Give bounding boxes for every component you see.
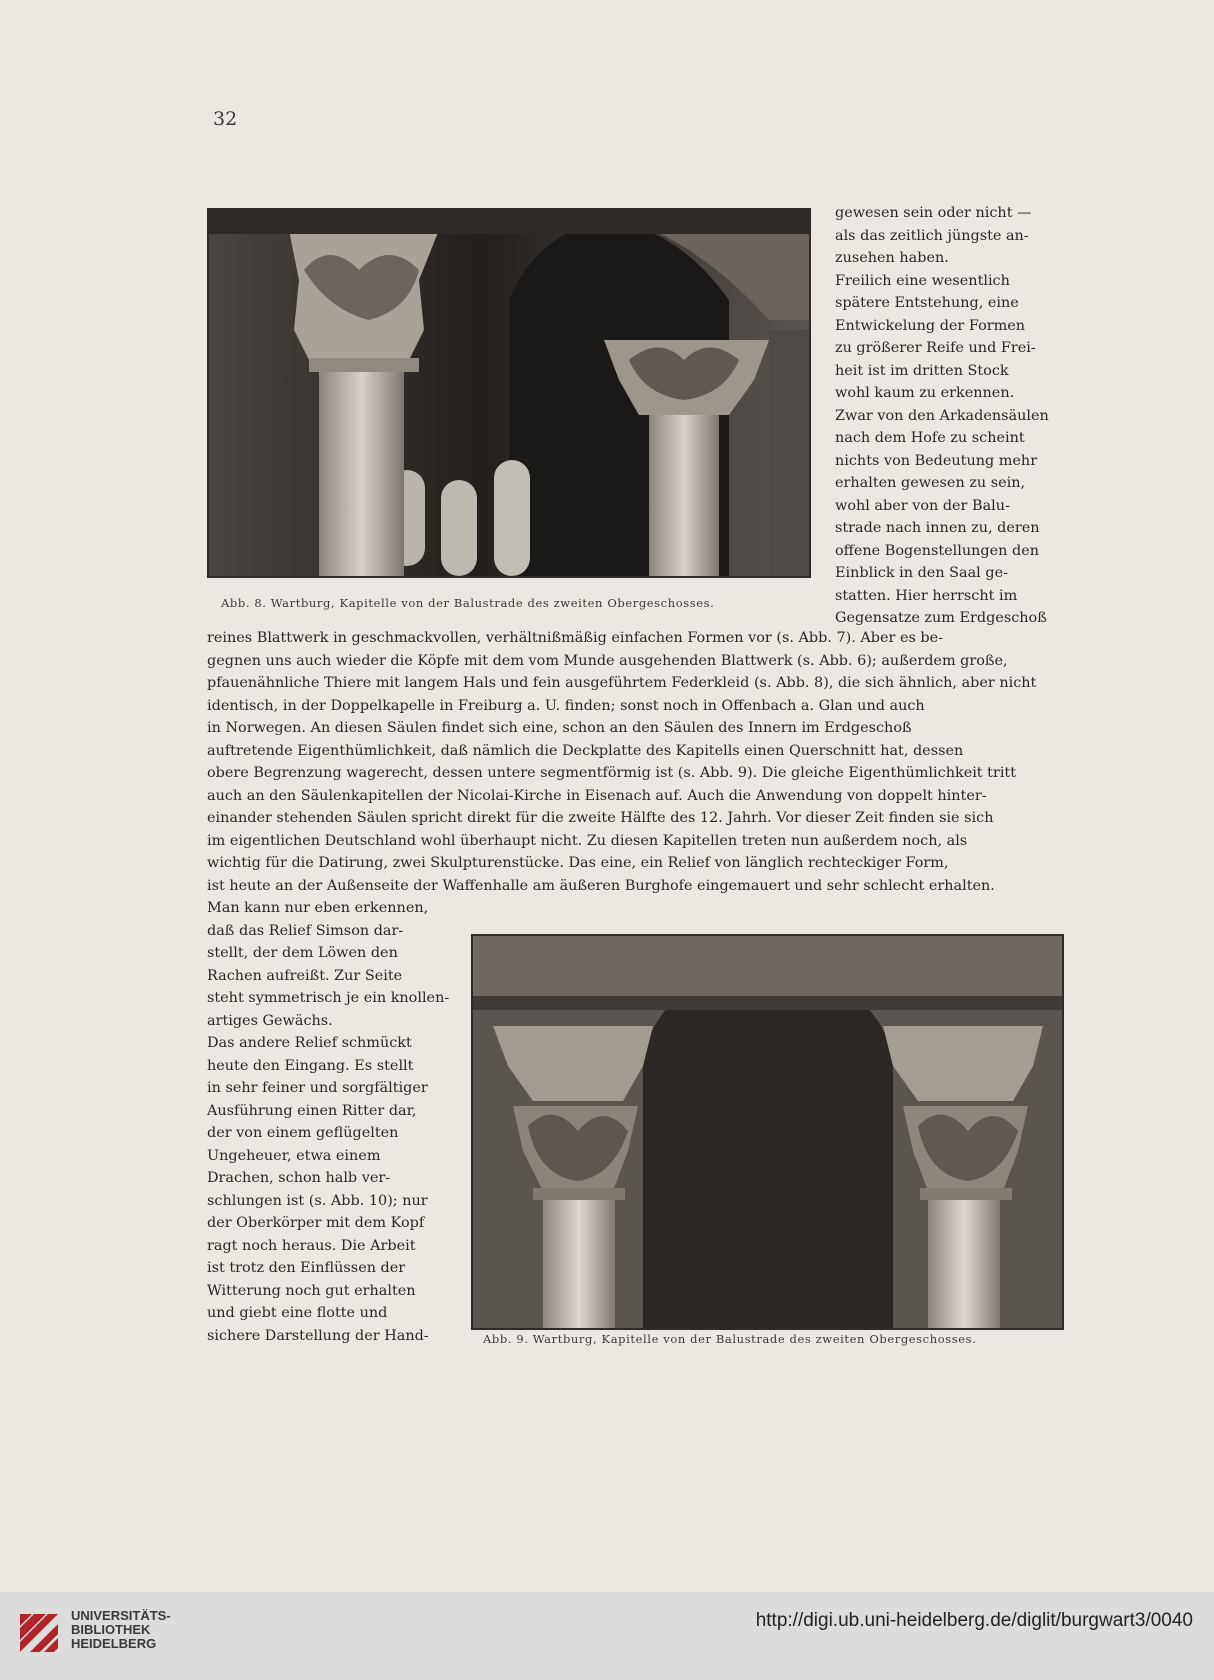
full-col-line: wichtig für die Datirung, zwei Skulpturenstücke. Das eine, ein Relief von länglich rechteckiger Form,: [207, 855, 949, 871]
library-logo-text: [71, 1609, 171, 1651]
right-col-line: nach dem Hofe zu scheint: [835, 430, 1025, 446]
right-col-line: Freilich eine wesentlich: [835, 272, 1010, 289]
full-col-line: ist heute an der Außenseite der Waffenhalle am äußeren Burghofe eingemauert und sehr schlecht erhalten.: [207, 877, 995, 894]
right-col-line: strade nach innen zu, deren: [835, 520, 1040, 536]
left-col-line: Rachen aufreißt. Zur Seite: [207, 967, 403, 984]
left-col-line: Ausführung einen Ritter dar,: [207, 1102, 417, 1119]
full-col-line: einander stehenden Säulen spricht direkt für die zweite Hälfte des 12. Jahrh. Vor dieser Zeit finden sie sich: [207, 810, 994, 826]
left-col-line: Drachen, schon halb ver-: [207, 1170, 391, 1186]
logo-line-3: HEIDELBERG: [71, 1636, 157, 1651]
figure-abb-8-caption: Abb. 8. Wartburg, Kapitelle von der Balustrade des zweiten Obergeschosses.: [221, 596, 715, 610]
right-col-line: zusehen haben.: [835, 250, 949, 266]
left-col-line: Man kann nur eben erkennen,: [207, 900, 429, 916]
right-col-line: zu größerer Reife und Frei-: [835, 340, 1036, 356]
left-col-line: daß das Relief Simson dar-: [207, 922, 404, 939]
left-col-line: heute den Eingang. Es stellt: [207, 1057, 414, 1074]
right-col-line: spätere Entstehung, eine: [835, 295, 1019, 311]
right-col-line: offene Bogenstellungen den: [835, 542, 1039, 559]
left-col-line: der von einem geflügelten: [207, 1125, 399, 1141]
right-col-line: Einblick in den Saal ge-: [835, 565, 1008, 581]
right-col-line: gewesen sein oder nicht —: [835, 205, 1032, 221]
logo-line-1: UNIVERSITÄTS-: [71, 1608, 171, 1623]
left-col-line: sichere Darstellung der Hand-: [207, 1327, 429, 1344]
capitals-photo-8: [209, 210, 809, 576]
figure-abb-8-photo: [207, 208, 811, 578]
left-col-line: schlungen ist (s. Abb. 10); nur: [207, 1192, 428, 1209]
left-col-line: der Oberkörper mit dem Kopf: [207, 1215, 425, 1231]
left-col-line: Das andere Relief schmückt: [207, 1035, 412, 1051]
right-col-line: wohl aber von der Balu-: [835, 497, 1010, 514]
left-col-line: in sehr feiner und sorgfältiger: [207, 1080, 428, 1096]
right-column-text: [835, 202, 1061, 630]
full-col-line: pfauenähnliche Thiere mit langem Hals und fein ausgeführtem Federkleid (s. Abb. 8), die sich ähnlich, aber nicht: [207, 675, 1037, 691]
left-col-line: steht symmetrisch je ein knollen-: [207, 990, 450, 1006]
right-col-line: nichts von Bedeutung mehr: [835, 452, 1038, 469]
full-width-text: [207, 627, 1061, 897]
full-col-line: identisch, in der Doppelkapelle in Freiburg a. U. finden; sonst noch in Offenbach a. Glan und auch: [207, 697, 925, 714]
right-col-line: Gegensatze zum Erdgeschoß: [835, 610, 1047, 626]
left-col-line: stellt, der dem Löwen den: [207, 945, 398, 961]
left-col-line: artiges Gewächs.: [207, 1012, 333, 1029]
right-col-line: heit ist im dritten Stock: [835, 362, 1009, 379]
full-col-line: reines Blattwerk in geschmackvollen, verhältnißmäßig einfachen Formen vor (s. Abb. 7). Aber es be-: [207, 630, 944, 646]
left-column-text: [207, 897, 457, 1347]
right-col-line: Zwar von den Arkadensäulen: [835, 407, 1049, 424]
right-col-line: erhalten gewesen zu sein,: [835, 475, 1026, 491]
capitals-photo-9: [473, 936, 1062, 1328]
left-col-line: Ungeheuer, etwa einem: [207, 1147, 381, 1164]
left-col-line: und giebt eine flotte und: [207, 1305, 388, 1321]
university-library-logo-icon: [14, 1608, 64, 1658]
permalink-url[interactable]: http://digi.ub.uni-heidelberg.de/diglit/burgwart3/0040: [755, 1610, 1193, 1631]
right-col-line: Entwickelung der Formen: [835, 317, 1026, 334]
right-col-line: statten. Hier herrscht im: [835, 587, 1018, 604]
full-col-line: auftretende Eigenthümlichkeit, daß nämlich die Deckplatte des Kapitells einen Querschnitt hat, dessen: [207, 742, 964, 759]
figure-abb-9-caption: Abb. 9. Wartburg, Kapitelle von der Balustrade des zweiten Obergeschosses.: [483, 1332, 977, 1346]
full-col-line: gegnen uns auch wieder die Köpfe mit dem vom Munde ausgehenden Blattwerk (s. Abb. 6); außerdem große,: [207, 652, 1008, 669]
page-number: 32: [213, 108, 238, 130]
library-footer-bar: [0, 1592, 1214, 1680]
right-col-line: wohl kaum zu erkennen.: [835, 385, 1015, 401]
left-col-line: ragt noch heraus. Die Arbeit: [207, 1237, 416, 1254]
left-col-line: ist trotz den Einflüssen der: [207, 1260, 406, 1276]
full-col-line: in Norwegen. An diesen Säulen findet sich eine, schon an den Säulen des Innern im Erdgeschoß: [207, 720, 912, 736]
right-col-line: als das zeitlich jüngste an-: [835, 227, 1029, 244]
full-col-line: obere Begrenzung wagerecht, dessen untere segmentförmig ist (s. Abb. 9). Die gleiche Eigenthümlichkeit tritt: [207, 765, 1016, 781]
full-col-line: im eigentlichen Deutschland wohl überhaupt nicht. Zu diesen Kapitellen treten nun außerdem noch, als: [207, 832, 968, 849]
figure-abb-9-photo: [471, 934, 1064, 1330]
full-col-line: auch an den Säulenkapitellen der Nicolai-Kirche in Eisenach auf. Auch die Anwendung von doppelt hinter-: [207, 787, 987, 804]
left-col-line: Witterung noch gut erhalten: [207, 1282, 416, 1299]
logo-line-2: BIBLIOTHEK: [71, 1622, 151, 1637]
